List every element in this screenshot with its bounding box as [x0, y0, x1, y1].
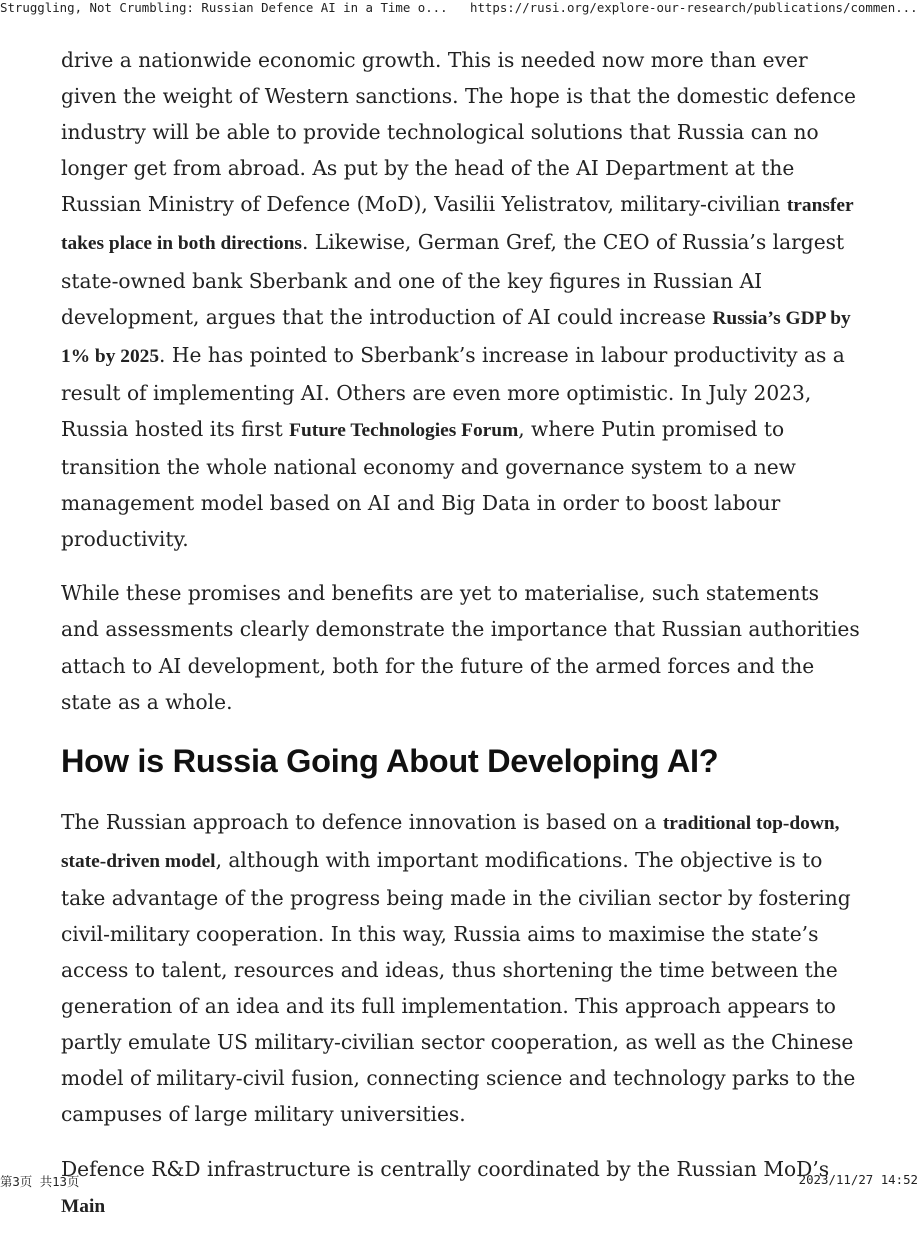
- link-top-down-model[interactable]: traditional top-down, state-driven model: [61, 812, 840, 872]
- link-future-technologies-forum[interactable]: Future Technologies Forum: [289, 419, 519, 441]
- print-header: [0, 0, 920, 18]
- paragraph-text: The Russian approach to defence innovation is based on a: [61, 809, 663, 834]
- article-body: [61, 42, 861, 1243]
- paragraph-ai-economy: [61, 42, 861, 557]
- section-heading: How is Russia Going About Developing AI?: [61, 742, 719, 779]
- paragraph-importance: While these promises and benefits are yet to materialise, such statements and assessments clearly demonstrate the importance that Russian authorities attach to AI development, both for the future of the armed forces and the state as a whole.: [61, 581, 860, 714]
- paragraph-text: Defence R&D infrastructure is centrally coordinated by the Russian MoD’s: [61, 1156, 830, 1181]
- link-main[interactable]: Main: [61, 1195, 106, 1217]
- page-number: 第3页 共13页: [0, 1174, 80, 1189]
- paragraph-text: . He has pointed to Sberbank’s increase in labour productivity as a result of implementing AI. Others are even more optimistic. In July 2023, Russia hosted its first: [61, 342, 845, 441]
- paragraph-text: drive a nationwide economic growth. This is needed now more than ever given the weight of Western sanctions. The hope is that the domestic defence industry will be able to provide technological solutions that Russia can no longer get from abroad. As put by the head of the AI Department at the Russian Ministry of Defence (MoD), Vasilii Yelistratov, military-civilian: [61, 48, 856, 217]
- link-transfer-both-directions[interactable]: transfer takes place in both directions: [61, 195, 854, 255]
- print-footer: [0, 1172, 920, 1191]
- print-page-title: Struggling, Not Crumbling: Russian Defence AI in a Time o...: [0, 0, 448, 15]
- paragraph-text: , where Putin promised to transition the whole national economy and governance system to a new management model based on AI and Big Data in order to boost labour productivity.: [61, 416, 796, 552]
- print-datetime: 2023/11/27 14:52: [798, 1172, 918, 1187]
- print-page-url: https://rusi.org/explore-our-research/publications/commen...: [470, 0, 918, 15]
- link-russia-gdp[interactable]: Russia’s GDP by 1% by 2025: [61, 307, 851, 367]
- paragraph-text: , although with important modifications. The objective is to take advantage of the progress being made in the civilian sector by fostering civil-military cooperation. In this way, Russia aims to maximise the state’s access to talent, resources and ideas, thus shortening the time between the generation of an idea and its full implementation. This approach appears to partly emulate US military-civilian sector cooperation, as well as the Chinese model of military-civil fusion, connecting science and technology parks to the campuses of large military universities.: [61, 847, 856, 1127]
- paragraph-russian-approach: [61, 804, 861, 1133]
- paragraph-text: . Likewise, German Gref, the CEO of Russia’s largest state-owned bank Sberbank and one of the key figures in Russian AI development, argues that the introduction of AI could increase: [61, 230, 845, 329]
